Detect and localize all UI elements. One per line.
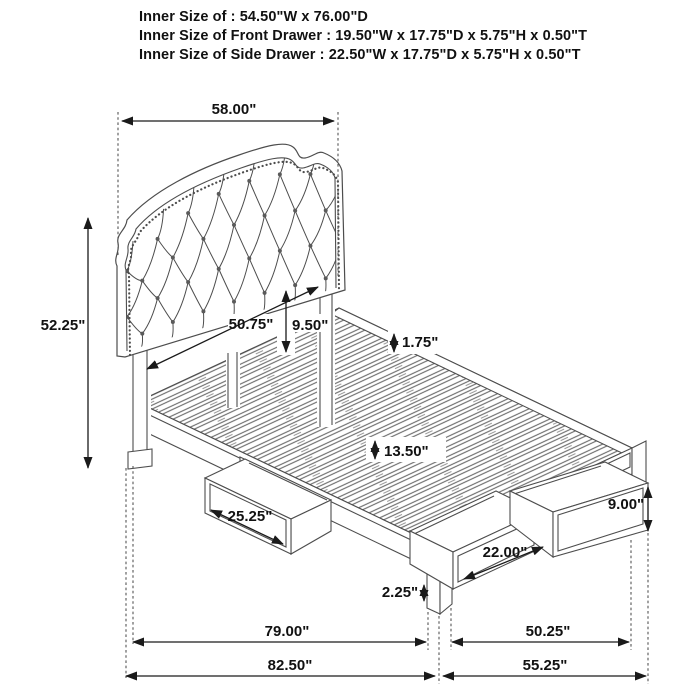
dim-front-drawer-width-label: 22.00" [482,544,528,561]
dim-frame-inner-length [133,623,426,642]
headboard-left-foot [128,449,152,469]
tuft-button [293,209,297,213]
tuft-button [278,172,282,176]
inner-size-note-2: Inner Size of Front Drawer : 19.50"W x 17.75"D x 5.75"H x 0.50"T [139,27,588,44]
tuft-button [247,179,251,183]
dim-overall-height-label: 52.25" [40,317,86,334]
dim-leg-height [382,584,424,601]
dim-overall-width [443,657,646,676]
tuft-button [232,300,236,304]
dim-slat-height-label: 1.75" [402,334,439,351]
tuft-button [324,208,328,212]
dim-slat-clearance-label: 13.50" [384,443,429,460]
tuft-button [156,237,160,241]
dim-slat-clearance [375,441,429,460]
tuft-button [308,172,312,176]
tuft-button [217,192,221,196]
tuft-button [140,332,144,336]
dim-headboard-panel-width-label: 50.75" [228,316,274,333]
dim-overall-width-label: 55.25" [522,657,568,674]
dim-frame-inner-width [452,623,629,642]
dim-frame-inner-width-label: 50.25" [525,623,571,640]
dim-leg-height-label: 2.25" [381,584,419,601]
dim-drawer-height-label: 9.00" [607,496,645,513]
tuft-button [186,280,190,284]
tuft-button [324,276,328,280]
tuft-button [263,214,267,218]
dim-side-drawer-width-label: 25.25" [227,508,273,525]
tuft-button [171,255,175,259]
dim-overall-length [126,657,435,676]
tuft-button [171,320,175,324]
tuft-button [247,256,251,260]
dim-overall-length-label: 82.50" [267,657,313,674]
dim-frame-inner-length-label: 79.00" [264,623,310,640]
inner-size-note-3: Inner Size of Side Drawer : 22.50"W x 17.75"D x 5.75"H x 0.50"T [139,46,581,63]
dim-overall-height [41,218,88,468]
tuft-button [156,296,160,300]
tuft-button [278,249,282,253]
tuft-button [201,309,205,313]
dim-headboard-to-slats-label: 9.50" [292,317,329,334]
tuft-button [140,279,144,283]
tuft-button [232,223,236,227]
tuft-button [217,267,221,271]
inner-size-note-1: Inner Size of : 54.50"W x 76.00"D [139,9,368,25]
tuft-button [308,244,312,248]
tuft-button [263,291,267,295]
tuft-button [293,283,297,287]
tuft-button [186,211,190,215]
inner-size-notes [139,8,587,64]
tuft-button [201,237,205,241]
dim-headboard-width-label: 58.00" [211,101,257,118]
dim-headboard-width [122,101,334,121]
